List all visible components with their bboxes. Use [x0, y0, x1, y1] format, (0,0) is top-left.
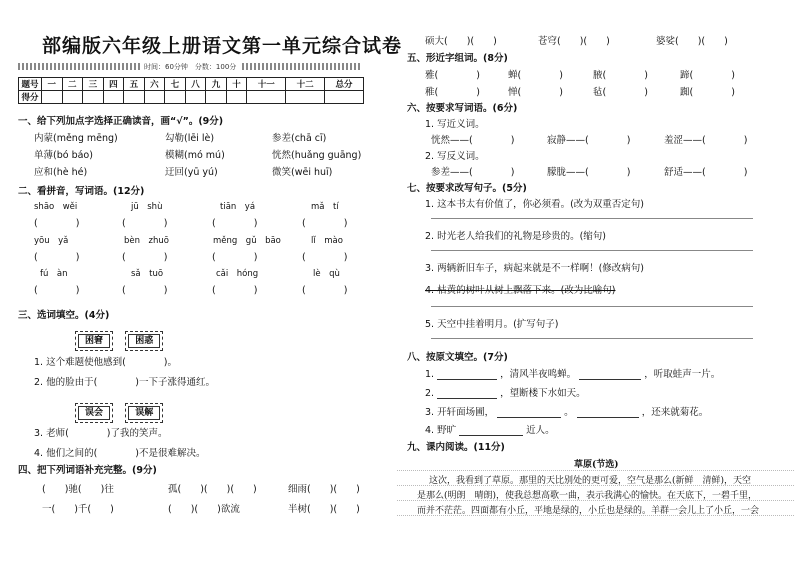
score-cell[interactable]	[286, 91, 325, 104]
poem-blank[interactable]	[497, 417, 561, 418]
score-col: 九	[206, 78, 227, 91]
antonym-blank[interactable]: 朦胧——( )	[547, 167, 631, 178]
passage-line: 是那么(明朗 晴朗)，使我总想高歌一曲，表示我满心的愉快。在天底下，一碧千里，	[417, 491, 758, 501]
score-cell[interactable]	[325, 91, 364, 104]
pinyin-choice[interactable]: 参差(chā cī)	[272, 133, 327, 144]
pinyin-label: yōu yǎ	[34, 236, 69, 246]
choice-word: 困惑	[128, 334, 160, 348]
choice-word: 误解	[128, 406, 160, 420]
pinyin-choice[interactable]: 应和(hè hé)	[34, 167, 88, 178]
score-cell[interactable]	[226, 91, 247, 104]
pinyin-label: jū shù	[131, 202, 163, 212]
score-col: 二	[62, 78, 83, 91]
pinyin-choice[interactable]: 勾勒(lēi lè)	[165, 133, 215, 144]
score-cell[interactable]	[42, 91, 63, 104]
section-3-title: 三、选词填空。(4分)	[18, 310, 110, 321]
section-4-title: 四、把下列词语补充完整。(9分)	[18, 465, 157, 476]
word-blank[interactable]: ( )	[122, 218, 168, 229]
score-col: 四	[103, 78, 124, 91]
answer-line[interactable]	[431, 306, 753, 307]
word-blank[interactable]: ( )	[302, 285, 348, 296]
poem-text: ，望断楼下水如天。	[500, 388, 586, 399]
word-blank[interactable]: ( )	[302, 218, 348, 229]
poem-text: 4. 野旷	[425, 425, 457, 436]
poem-blank[interactable]	[437, 379, 497, 380]
pinyin-label: fú àn	[40, 269, 68, 279]
score-col: 十一	[247, 78, 286, 91]
score-cell[interactable]	[206, 91, 227, 104]
poem-fill-3	[425, 404, 708, 418]
passage-line: 而并不茫茫。四面都有小丘，平地是绿的，小丘也是绿的。羊群一会儿上了小丘，一会	[417, 506, 760, 516]
word-blank[interactable]: ( )	[212, 218, 258, 229]
section-2-title: 二、看拼音，写词语。(12分)	[18, 186, 145, 197]
poem-fill-2	[425, 385, 586, 399]
score-col: 七	[165, 78, 186, 91]
word-group-blank[interactable]: 毡( )	[593, 87, 648, 98]
score-cell[interactable]	[62, 91, 83, 104]
word-blank[interactable]: ( )	[122, 252, 168, 263]
score-cell[interactable]	[247, 91, 286, 104]
poem-blank[interactable]	[437, 398, 497, 399]
synonym-blank[interactable]: 恍然——( )	[431, 135, 515, 146]
score-cell[interactable]	[83, 91, 104, 104]
score-cell[interactable]	[103, 91, 124, 104]
idiom-blank[interactable]: ( )驰( )往	[42, 484, 114, 495]
score-cell[interactable]	[144, 91, 165, 104]
score-table	[18, 77, 364, 104]
word-blank[interactable]: ( )	[34, 252, 80, 263]
word-blank[interactable]: ( )	[212, 252, 258, 263]
pinyin-label: lǐ mào	[311, 236, 343, 246]
fill-question[interactable]: 4. 他们之间的( )不是很难解决。	[34, 448, 206, 459]
pinyin-choice[interactable]: 内蒙(měng mēng)	[34, 133, 118, 144]
fill-question[interactable]: 2. 他的脸由于( )一下子涨得通红。	[34, 377, 215, 388]
rewrite-question: 4. 枯黄的树叶从树上飘落下来。(改为比喻句)	[425, 285, 616, 296]
pinyin-choice[interactable]: 迂回(yū yú)	[165, 167, 218, 178]
pinyin-label: lè qù	[313, 269, 340, 279]
idiom-blank[interactable]: 婆娑( )( )	[656, 36, 728, 47]
word-group-blank[interactable]: 腋( )	[593, 70, 648, 81]
score-cell[interactable]	[165, 91, 186, 104]
pinyin-label: bèn zhuō	[124, 236, 169, 246]
poem-text: ，还来就菊花。	[641, 407, 709, 418]
word-group-blank[interactable]: 踟( )	[680, 87, 735, 98]
pinyin-label: tiān yá	[220, 202, 256, 212]
word-blank[interactable]: ( )	[212, 285, 258, 296]
rewrite-question: 1. 这本书太有价值了，你必须看。(改为双重否定句)	[425, 199, 644, 210]
section-8-title: 八、按原文填空。(7分)	[407, 352, 508, 363]
page-title: 部编版六年级上册语文第一单元综合试卷	[42, 35, 403, 57]
sub-heading: 1. 写近义词。	[425, 119, 485, 130]
pinyin-label: cǎi hóng	[216, 269, 259, 279]
word-blank[interactable]: ( )	[34, 218, 80, 229]
score-row-number	[19, 78, 364, 91]
answer-line[interactable]	[431, 218, 753, 219]
score-col: 六	[144, 78, 165, 91]
score-col: 八	[185, 78, 206, 91]
poem-blank[interactable]	[459, 435, 523, 436]
score-cell[interactable]	[185, 91, 206, 104]
score-row-score	[19, 91, 364, 104]
poem-blank[interactable]	[577, 417, 639, 418]
idiom-blank[interactable]: 硕大( )( )	[425, 36, 497, 47]
fill-question[interactable]: 3. 老师( )了我的笑声。	[34, 428, 168, 439]
word-group-blank[interactable]: 蝉( )	[508, 70, 563, 81]
passage-title: 草原(节选)	[574, 460, 619, 470]
word-group-blank[interactable]: 惮( )	[508, 87, 563, 98]
pinyin-choice[interactable]: 模糊(mó mú)	[165, 150, 225, 161]
score-head: 得分	[19, 91, 42, 104]
rewrite-question: 5. 天空中挂着明月。(扩写句子)	[425, 319, 559, 330]
poem-fill-1	[425, 366, 720, 380]
poem-text: ，听取蛙声一片。	[644, 369, 721, 380]
word-blank[interactable]: ( )	[302, 252, 348, 263]
word-group-blank[interactable]: 雅( )	[425, 70, 480, 81]
score-col: 一	[42, 78, 63, 91]
poem-num: 2.	[425, 388, 435, 399]
synonym-blank[interactable]: 寂静——( )	[547, 135, 631, 146]
word-blank[interactable]: ( )	[34, 285, 80, 296]
passage-line: 这次，我看到了草原。那里的天比别处的更可爱，空气是那么(新鲜 清鲜)，天空	[429, 476, 752, 486]
fill-question[interactable]: 1. 这个难题使他感到( )。	[34, 357, 177, 368]
word-group-blank[interactable]: 稚( )	[425, 87, 480, 98]
poem-num: 1.	[425, 369, 435, 380]
score-cell[interactable]	[124, 91, 145, 104]
pinyin-label: mǎ tí	[311, 202, 339, 212]
sub-heading: 2. 写反义词。	[425, 151, 485, 162]
pinyin-choice[interactable]: 恍然(huǎng guāng)	[272, 150, 362, 161]
word-blank[interactable]: ( )	[122, 285, 168, 296]
score-col: 总分	[325, 78, 364, 91]
word-group-blank[interactable]: 蹄( )	[680, 70, 735, 81]
antonym-blank[interactable]: 舒适——( )	[664, 167, 748, 178]
antonym-blank[interactable]: 参差——( )	[431, 167, 515, 178]
poem-text: 。	[564, 407, 574, 418]
right-page	[397, 0, 794, 562]
pinyin-choice[interactable]: 微笑(wēi huī)	[272, 167, 333, 178]
section-9-title: 九、课内阅读。(11分)	[407, 442, 505, 453]
idiom-blank[interactable]: 细雨( )( )	[288, 484, 360, 495]
pinyin-choice[interactable]: 单薄(bó báo)	[34, 150, 93, 161]
synonym-blank[interactable]: 羞涩——( )	[664, 135, 748, 146]
pinyin-label: shāo wěi	[34, 202, 78, 212]
rewrite-question: 2. 时光老人给我们的礼物是珍贵的。(缩句)	[425, 231, 606, 242]
poem-blank[interactable]	[579, 379, 641, 380]
word-box-1	[78, 328, 160, 347]
score-col: 十二	[286, 78, 325, 91]
section-1-title: 一、给下列加点字选择正确读音，画“√”。(9分)	[18, 116, 224, 127]
pinyin-label: měng gǔ bāo	[213, 236, 281, 246]
pinyin-label: sǎ tuō	[131, 269, 164, 279]
word-box-2	[78, 400, 160, 419]
score-col: 十	[226, 78, 247, 91]
section-6-title: 六、按要求写词语。(6分)	[407, 103, 518, 114]
section-5-title: 五、形近字组词。(8分)	[407, 53, 508, 64]
idiom-blank[interactable]: 孤( )( )( )	[168, 484, 257, 495]
idiom-blank[interactable]: 苍穹( )( )	[538, 36, 610, 47]
section-7-title: 七、按要求改写句子。(5分)	[407, 183, 527, 194]
rewrite-question: 3. 两辆新旧车子，病起来就是不一样啊！(修改病句)	[425, 263, 644, 274]
poem-text: 近人。	[526, 425, 555, 436]
meta-text: 时间：60分钟 分数：100分	[140, 62, 240, 72]
idiom-blank[interactable]: 一( )千( )	[42, 504, 114, 515]
poem-fill-4	[425, 422, 555, 436]
score-col: 五	[124, 78, 145, 91]
choice-word: 误会	[78, 406, 110, 420]
score-col: 三	[83, 78, 104, 91]
poem-text: ，清风半夜鸣蝉。	[500, 369, 577, 380]
score-head: 题号	[19, 78, 42, 91]
poem-text: 3. 开轩面场圃，	[425, 407, 495, 418]
idiom-blank[interactable]: 半树( )( )	[288, 504, 360, 515]
choice-word: 困窘	[78, 334, 110, 348]
answer-line[interactable]	[431, 250, 753, 251]
idiom-blank[interactable]: ( )( )欲流	[168, 504, 240, 515]
answer-line[interactable]	[431, 338, 753, 339]
